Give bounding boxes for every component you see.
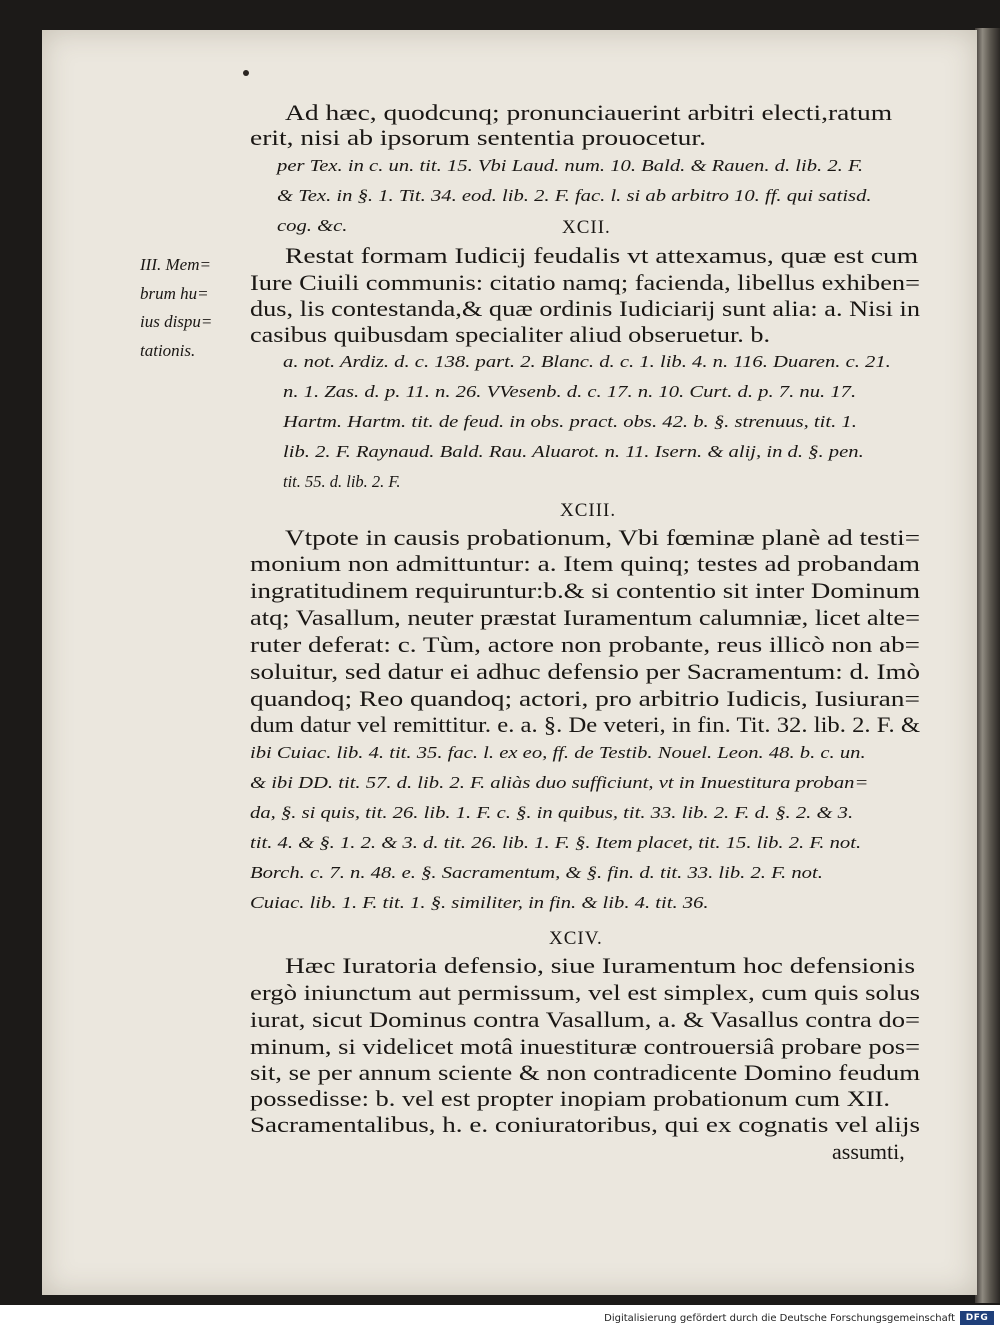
citation-line: tit. 55. d. lib. 2. F. bbox=[283, 472, 401, 491]
citation-line: a. not. Ardiz. d. c. 138. part. 2. Blanc. d. c. 1. lib. 4. n. 116. Duaren. c. 21. bbox=[283, 352, 891, 371]
citation-line: n. 1. Zas. d. p. 11. n. 26. VVesenb. d. c. 17. n. 10. Curt. d. p. 7. nu. 17. bbox=[283, 382, 857, 401]
citation-line: ibi Cuiac. lib. 4. tit. 35. fac. l. ex eo, ff. de Testib. Nouel. Leon. 48. b. c. un. bbox=[250, 743, 866, 762]
text-line: soluitur, sed datur ei adhuc defensio per Sacramentum: d. Imò bbox=[250, 659, 920, 684]
footer-bar bbox=[0, 1305, 1000, 1331]
text-line: possedisse: b. vel est propter inopiam probationum cum XII. bbox=[250, 1086, 890, 1111]
text-line: dus, lis contestanda,& quæ ordinis Iudiciarij sunt alia: a. Nisi in bbox=[250, 296, 920, 321]
text-line: minum, si videlicet motâ inuestituræ controuersiâ probare pos= bbox=[250, 1034, 920, 1059]
footer-credit: Digitalisierung gefördert durch die Deutsche Forschungsgemeinschaft bbox=[604, 1313, 955, 1324]
text-line: ruter deferat: c. Tùm, actore non probante, reus illicò non ab= bbox=[250, 632, 920, 657]
section-heading: XCIV. bbox=[549, 928, 603, 949]
citation-line: Hartm. Hartm. tit. de feud. in obs. pract. obs. 42. b. §. strenuus, tit. 1. bbox=[283, 412, 857, 431]
text-line: monium non admittuntur: a. Item quinq; testes ad probandam bbox=[250, 551, 920, 576]
text-line: Hæc Iuratoria defensio, siue Iuramentum hoc defensionis bbox=[285, 953, 916, 978]
text-line: Sacramentalibus, h. e. coniuratoribus, qui ex cognatis vel alijs bbox=[250, 1112, 920, 1137]
citation-line: da, §. si quis, tit. 26. lib. 1. F. c. §. in quibus, tit. 33. lib. 2. F. d. §. 2. & 3. bbox=[250, 803, 854, 822]
marginal-note: III. Mem= bbox=[140, 255, 211, 274]
marginal-note: tationis. bbox=[140, 341, 196, 360]
text-line: Vtpote in causis probationum, Vbi fœminæ planè ad testi= bbox=[285, 525, 920, 550]
catchword: assumti, bbox=[832, 1139, 905, 1164]
text-line: casibus quibusdam specialiter aliud obseruetur. b. bbox=[250, 322, 770, 347]
citation-line: & ibi DD. tit. 57. d. lib. 2. F. aliàs duo sufficiunt, vt in Inuestitura proban= bbox=[250, 773, 869, 792]
text-line: dum datur vel remittitur. e. a. §. De veteri, in fin. Tit. 32. lib. 2. F. & bbox=[250, 712, 920, 737]
text-line: Ad hæc, quodcunq; pronunciauerint arbitri electi,ratum bbox=[285, 100, 893, 125]
citation-line: Borch. c. 7. n. 48. e. §. Sacramentum, & §. fin. d. tit. 33. lib. 2. F. not. bbox=[250, 863, 823, 882]
marginal-note: ius dispu= bbox=[140, 312, 213, 331]
text-line: atq; Vasallum, neuter præstat Iuramentum calumniæ, licet alte= bbox=[250, 605, 920, 630]
citation-line: lib. 2. F. Raynaud. Bald. Rau. Aluarot. n. 11. Isern. & alij, in d. §. pen. bbox=[283, 442, 864, 461]
marginal-note: brum hu= bbox=[140, 284, 209, 303]
text-line: erit, nisi ab ipsorum sententia prouocetur. bbox=[250, 125, 706, 150]
citation-line: cog. &c. bbox=[277, 216, 348, 235]
text-line: sit, se per annum sciente & non contradicente Domino feudum bbox=[250, 1060, 920, 1085]
text-line: iurat, sicut Dominus contra Vasallum, a. & Vasallus contra do= bbox=[250, 1007, 920, 1032]
text-line: ergò iniunctum aut permissum, vel est simplex, cum quis solus bbox=[250, 980, 920, 1005]
text-line: Restat formam Iudicij feudalis vt attexamus, quæ est cum bbox=[285, 243, 919, 268]
citation-line: Cuiac. lib. 1. F. tit. 1. §. similiter, in fin. & lib. 4. tit. 36. bbox=[250, 893, 709, 912]
citation-line: per Tex. in c. un. tit. 15. Vbi Laud. num. 10. Bald. & Rauen. d. lib. 2. F. bbox=[277, 156, 864, 175]
section-heading: XCII. bbox=[562, 217, 611, 238]
dfg-logo-icon: DFG bbox=[960, 1311, 994, 1325]
citation-line: & Tex. in §. 1. Tit. 34. eod. lib. 2. F. fac. l. si ab arbitro 10. ff. qui satisd. bbox=[277, 186, 872, 205]
text-line: quandoq; Reo quandoq; actori, pro arbitrio Iudicis, Iusiuran= bbox=[250, 686, 920, 711]
text-line: Iure Ciuili communis: citatio namq; facienda, libellus exhiben= bbox=[250, 270, 920, 295]
section-heading: XCIII. bbox=[560, 500, 617, 521]
citation-line: tit. 4. & §. 1. 2. & 3. d. tit. 26. lib. 1. F. §. Item placet, tit. 15. lib. 2. F. not. bbox=[250, 833, 862, 852]
text-line: ingratitudinem requiruntur:b.& si contentio sit inter Dominum bbox=[250, 578, 921, 603]
